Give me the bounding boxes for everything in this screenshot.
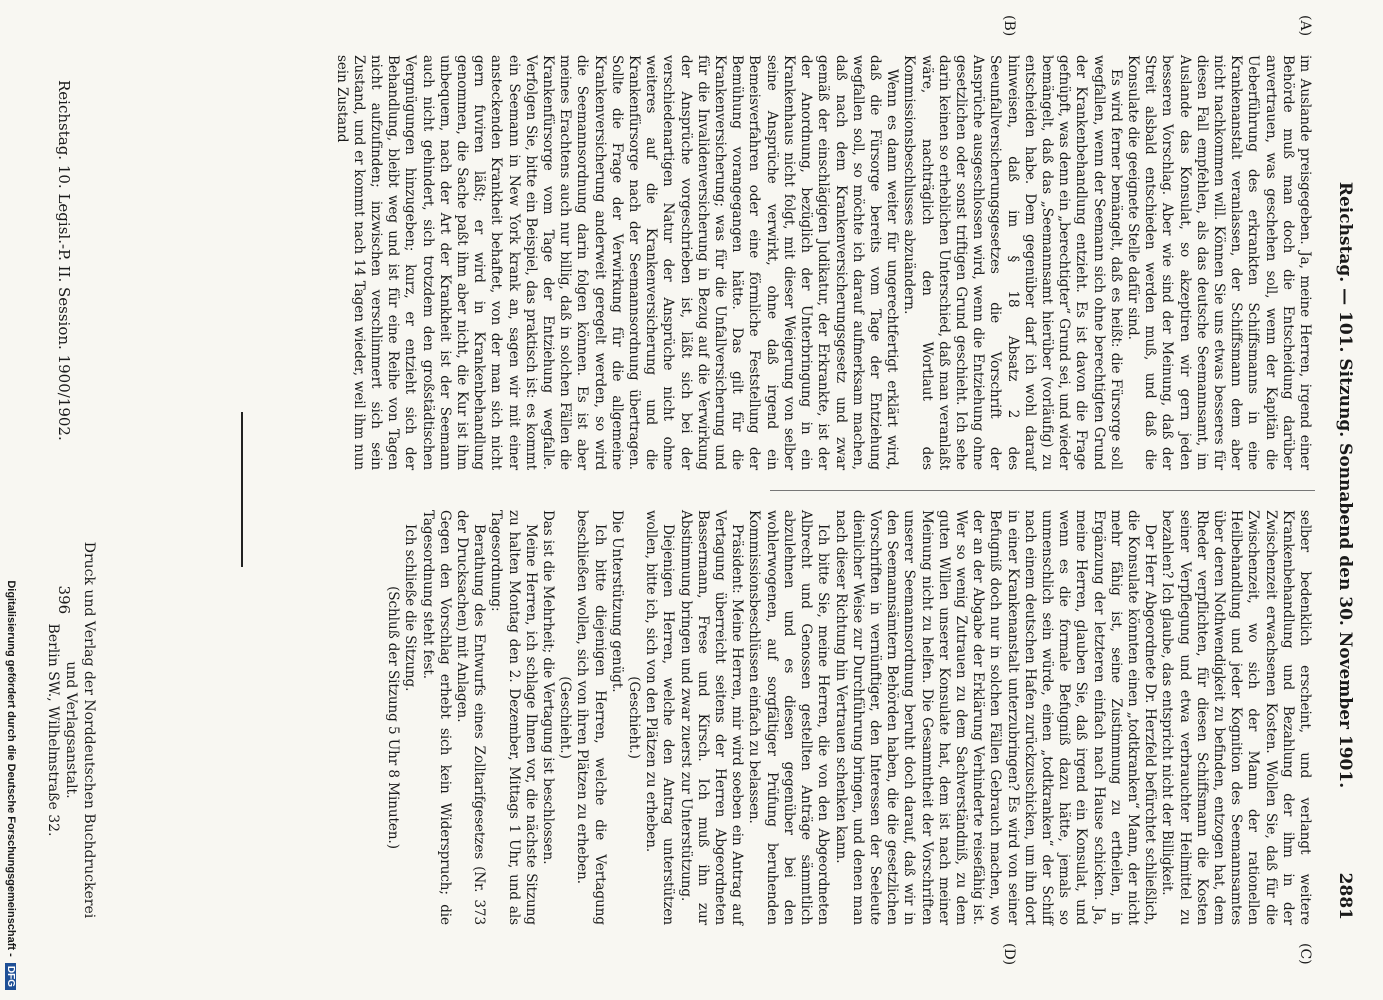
stage-direction: (Geschieht.) bbox=[626, 676, 643, 759]
paragraph: Wenn es dann weiter für ungerechtfertigt erklärt wird, daß die Fürsorge bereits vom Tage der Entziehung wegfallen soll, so möchte ich darauf aufmerksam machen, daß nach dem Krankenversicherungsgesetz und zwar gemäß der einschlägigen Judikatur, der Erkrankte, ist der der Anordnung, bezüglich der Unterbringung in ein Krankenhaus nicht folgt, mit dieser Weigerung von selber seine Ansprüche verwirkt, ohne daß irgend ein Bemeisverfahren oder eine förmliche Feststellung der Bemühung vorangegangen hätte. Das gilt für die Krankenversicherung; was für die Unfallversicherung und für die Invalidenversicherung in Bezug auf die Verwirkung der Ansprüche vorgeschrieben ist, läßt sich bei der verschiedenartigen Natur der Ansprüche nicht ohne weiteres auf die Krankenversicherung und die Krankenfürsorge nach der Seemannsordnung übertragen. Sollte die Frage der Verwirkung für die allgemeine Krankenversicherung anderweit geregelt werden, so wird die Seemannsordnung darin folgen können. Es ist aber meines Erachtens auch nur billig, daß in solchen Fällen die Krankenfürsorge vom Tage der Entziehung wegfalle. Verfolgen Sie, bitte ein Beispiel, das praktisch ist: es kommt ein Seemann in New York krank an, sagen wir mit einer ansteckenden Krankheit behaftet, von der man sich nicht gern fuviren läßt; er wird in Krankenbehandlung genommen, die Sache paßt ihm aber nicht, die Kur ist ihm unbequem, nach der Art der Krankheit ist der Seemann auch nicht gehindert, sich trotzdem den großstädtischen Vergnügungen hinzugeben; kurz, er entzieht sich der Behandlung, bleibt weg und ist für eine Reihe von Tagen nicht aufzufinden; inzwischen verschlimmert sich sein Zustand, und er kommt nach 14 Tagen wieder, weil ihm nun sein Zustand bbox=[333, 55, 901, 470]
digitization-note bbox=[1, 10, 17, 990]
right-column bbox=[385, 510, 1313, 925]
paragraph: Ich bitte Sie, meine Herren, die von den Abgeordneten Albrecht und Genossen gestellten Anträge sämmtlich abzulehnen und es diesen gegenüber bei den wohlerwogenen, auf sorgfältiger Prüfung beruhenden Kommissionsbeschlüssen einfach zu belassen. bbox=[746, 510, 832, 925]
column-divider bbox=[770, 490, 1315, 491]
paragraph: Ich schließe die Sitzung. bbox=[402, 524, 419, 692]
paragraph: Berathung des Entwurfs eines Zolltarifgesetzes (Nr. 373 der Drucksachen) mit Anlagen. bbox=[454, 510, 488, 925]
margin-mark-d: (D) bbox=[1001, 943, 1017, 966]
margin-mark-a: (A) bbox=[1297, 15, 1313, 37]
separator-rule bbox=[241, 412, 243, 567]
paragraph: Das ist die Mehrheit; die Vertagung ist beschlossen. bbox=[540, 510, 557, 865]
page-number: 2881 bbox=[1335, 872, 1355, 920]
margin-mark-b: (B) bbox=[1001, 15, 1017, 37]
imprint-line-1: Druck und Verlag der Norddeutschen Buchdruckerei und Verlagsanstalt. bbox=[63, 541, 97, 919]
stage-direction: (Geschieht.) bbox=[557, 676, 574, 759]
session-footer bbox=[55, 80, 73, 614]
paragraph: im Auslande preisgegeben. Ja, meine Herren, irgend einer Behörde muß man doch die Entscheidung darüber anvertrauen, was geschehen soll, wenn der Kapitän die Ueberführung des erkrankten Schiffsmanns in eine Krankenanstalt veranlassen, der Schiffsmann dem aber nicht nachkommen will. Können Sie uns etwas besseres für diesen Fall empfehlen, als das deutsche Seemannsamt, im Auslande das Konsulat, so akzeptiren wir gern jeden besseren Vorschlag. Aber wie sind der Meinung, daß der Streit alsbald entschieden werden muß, und daß die Konsulate die geeignete Stelle dafür sind. bbox=[1124, 55, 1313, 470]
paragraph: Diejenigen Herren, welche den Antrag unterstützen wollen, bitte ich, sich von den Plätzen zu erheben. bbox=[643, 510, 677, 925]
paragraph: Es wird ferner bemängelt, daß es heißt: die Fürsorge soll wegfallen, wenn der Seemann sich ohne berechtigten Grund der Krankenbehandlung entzieht. Es ist davon die Frage gefnüpft, was denn ein „berechtigter“ Grund sei, und wieder bemängelt, daß das „Seemannsamt hierüber (vorläufig) zu entscheiden habe. Dem gegenüber darf ich wohl darauf hinweisen, daß im § 18 Absatz 2 des Seeunfallversicherungsgesetzes die Vorschrift der Ansprüche ausgeschlossen wird, wenn die Entziehung ohne gesetzlichen oder sonst triftigen Grund geschieht. Ich sehe darin keinen so erheblichen Unterschied, daß man veranlaßt wäre, nachträglich den Wortlaut des Kommissionsbeschlusses abzuändern. bbox=[901, 55, 1124, 470]
session-label: Reichstag. 10. Legisl.-P. II. Session. 1900/1902. bbox=[55, 80, 73, 441]
sheet-number: 396 bbox=[55, 585, 73, 615]
session-close-note: (Schluß der Sitzung 5 Uhr 8 Minuten.) bbox=[385, 586, 402, 849]
imprint-line-2: Berlin SW., Wilhelmstraße 32. bbox=[45, 623, 61, 837]
digitization-text: Digitalisierung gefördert durch die Deutsche Forschungsgemeinschaft - bbox=[5, 580, 17, 957]
margin-mark-c: (C) bbox=[1297, 943, 1313, 965]
dfg-logo: DFG bbox=[5, 963, 16, 990]
imprint bbox=[44, 540, 98, 920]
left-column bbox=[333, 55, 1313, 470]
paragraph: Meine Herren, ich schlage Ihnen vor, die nächste Sitzung zu halten Montag den 2. Dezember, Mittags 1 Uhr, und als Tagesordnung: bbox=[488, 510, 539, 925]
paragraph: Der Herr Abgeordnete Dr. Herzfeld befürchtet schließlich, die Konsulate könnten einen „todtkranken“ Mann, der nicht mehr fähig ist, seine Zustimmung zu ertheilen, in Ergänzung der letzteren einfach nach Hause schicken. Ja, meine Herren, glauben Sie, daß irgend ein Konsulat, und wenn es die formale Befugniß dazu hätte, jemals so unmenschlich sein würde, einen „todtkranken“ der Schiff nach einem deutschen Hafen zurückzuschicken, um ihn dort in einer Krankenanstalt unterzubringen? Es wird von seiner Befugniß doch nur in solchen Fällen Gebrauch machen, wo der an der Abgabe der Erklärung Verhinderte reisefähig ist. Wer so wenig Zutrauen zu dem Sachverständniß, zu dem guten Willen unserer Konsulate hat, dem ist nach meiner Meinung nicht zu helfen. Die Gesammtheit der Vorschriften unserer Seemannsordnung beruht doch darauf, daß wir in den Seemannsämtern Behörden haben, die die gesetzlichen Vorschriften in vernünftiger, den Interessen der Seeleute dienlicher Weise zur Durchführung bringen, und denen man nach dieser Richtung hin Vertrauen schenken kann. bbox=[832, 510, 1159, 925]
paragraph: Ich bitte diejenigen Herren, welche die Vertagung beschließen wollen, sich von ihren Plätzen zu erheben. bbox=[574, 510, 608, 925]
page-header bbox=[1321, 50, 1355, 920]
header-title: Reichstag. — 101. Sitzung. Sonnabend den 30. November 1901. bbox=[1335, 181, 1355, 789]
paragraph: Die Unterstützung genügt. bbox=[608, 510, 625, 693]
paragraph: Präsident: Meine Herren, mir wird soeben ein Antrag auf Vertagung überreicht seitens der Herren Abgeordneten Bassermann, Frese und Kirsch. Ich muß ihn zur Abstimmung bringen und zwar zuerst zur Unterstützung. bbox=[677, 510, 746, 925]
paragraph: selber bedenklich erscheint, und verlangt weitere Krankenbehandlung und Bezahlung der ihm in der Zwischenzeit erwachsenen Kosten. Wollen Sie, daß für die Zwischenzeit, wo sich der Mann der rationellen Heilbehandlung und jeder Kognition des Seemannsamtes über deren Nothwendigkeit zu befinden, entzogen hat, dem Rheder verpflichten, für diesen Schiffsmann die Kosten seiner Verpflegung und etwa verbrauchter Heilmittel zu bezahlen? Ich glaube, das entspricht nicht der Billigkeit. bbox=[1159, 510, 1313, 925]
paragraph: Gegen den Vorschlag erhebt sich kein Widerspruch; die Tagesordnung steht fest. bbox=[419, 510, 453, 925]
